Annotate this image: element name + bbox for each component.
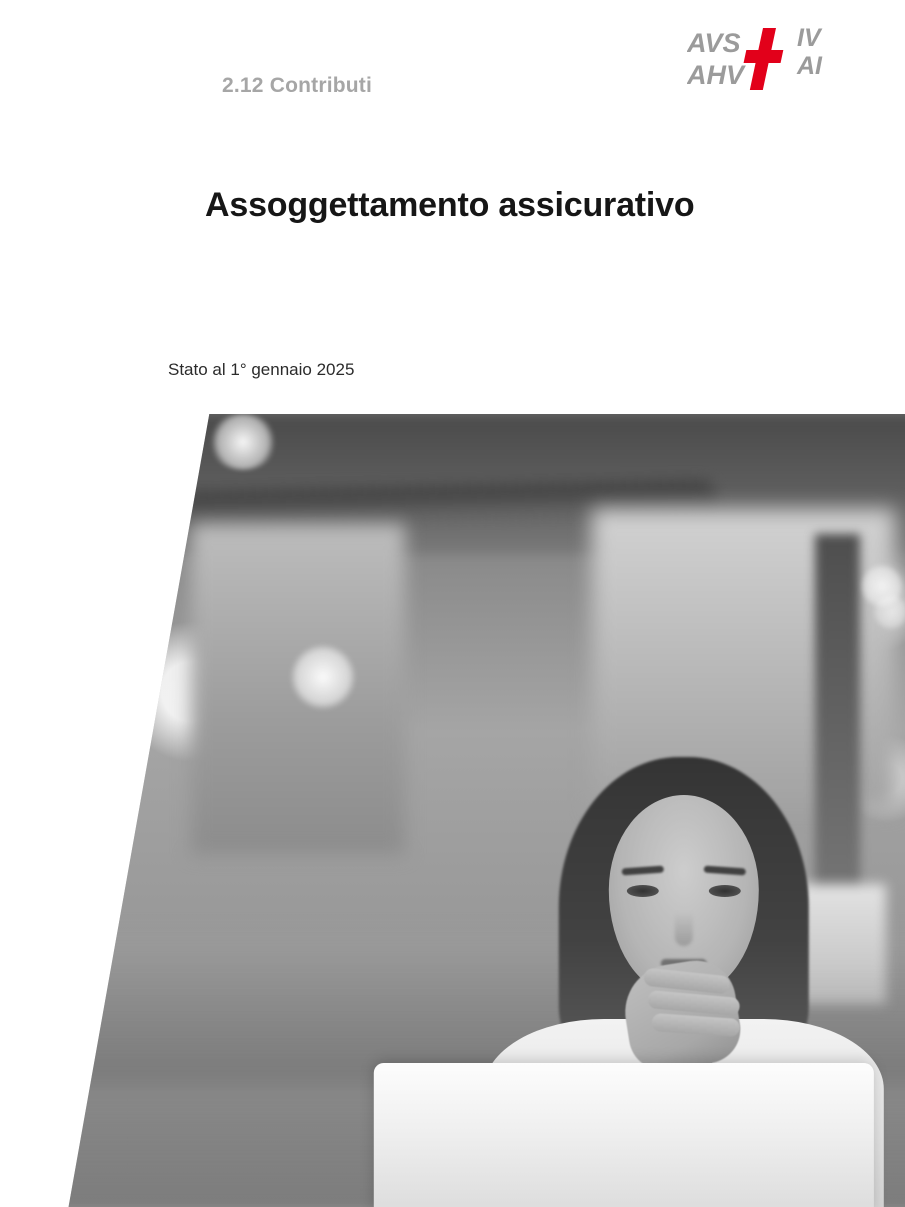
- document-category: 2.12 Contributi: [222, 74, 373, 97]
- avs-ai-logo: [687, 22, 847, 102]
- logo-alt-text: [687, 102, 688, 103]
- subject-nose: [674, 912, 692, 946]
- swiss-cross-icon: [738, 28, 788, 90]
- photo-background: [40, 414, 905, 1207]
- photo-bokeh-light: [208, 414, 278, 470]
- cover-photo-caption: [40, 414, 41, 415]
- photo-bokeh-light: [290, 644, 356, 710]
- logo-iv-text: IV: [797, 24, 821, 52]
- cover-photo: [40, 414, 905, 1207]
- photo-subject-woman: [468, 567, 898, 1207]
- document-status-date: Stato al 1° gennaio 2025: [168, 360, 355, 379]
- subject-eye: [626, 885, 658, 897]
- laptop-screen-back: [373, 1063, 873, 1207]
- logo-ai-text: AI: [797, 52, 822, 80]
- subject-eye: [708, 885, 740, 897]
- logo-ahv-text: AHV: [687, 60, 745, 90]
- logo-avs-text: AVS: [687, 28, 741, 58]
- page-title: Assoggettamento assicurativo: [205, 185, 695, 224]
